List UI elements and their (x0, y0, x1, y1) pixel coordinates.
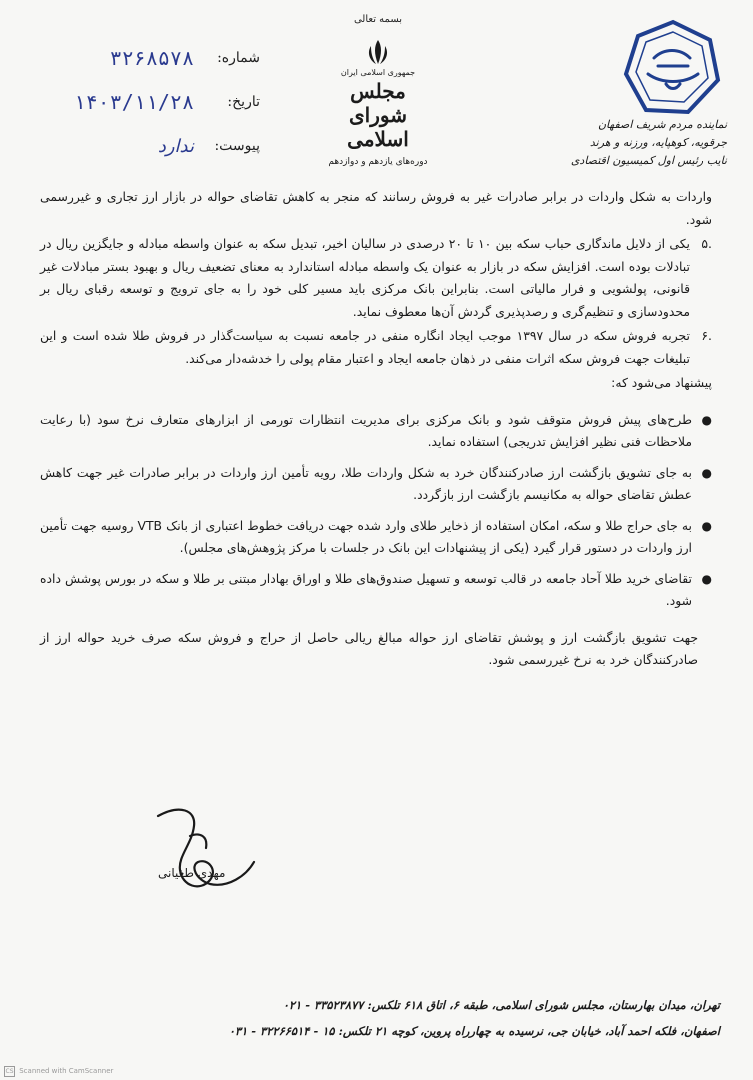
bullet-icon: ● (701, 571, 712, 586)
attachment-value: ندارد (157, 135, 194, 157)
list-item (40, 409, 712, 454)
list-item (40, 515, 712, 560)
rep-line: نایب رئیس اول کمیسیون اقتصادی (570, 154, 727, 167)
representative-info (547, 116, 727, 170)
term-label: دوره‌های یازدهم و دوازدهم (328, 157, 428, 167)
bismillah: بسمه تعالی (353, 14, 403, 25)
rep-line: نماینده مردم شریف اصفهان (597, 118, 727, 131)
closing-paragraph: جهت تشویق بازگشت ارز و پوشش تقاضای ارز حواله مبالغ ریالی حاصل از حراج و فروش سکه صرف خرید حواله ارز از صادرکنندگان خرد به نرخ غیررسمی شود. (40, 629, 698, 667)
iran-emblem-icon (365, 38, 391, 66)
scanner-watermark (4, 1066, 113, 1077)
numbered-item-5 (40, 233, 712, 323)
representative-seal-icon (618, 18, 728, 118)
camscanner-icon: CS (5, 1068, 14, 1075)
proposal-title: پیشنهاد می‌شود که: (611, 375, 712, 390)
footer-address-tehran: تهران، میدان بهارستان، مجلس شورای اسلامی، طبقه ۶، اتاق ۶۱۸ تلکس: ۳۳۵۲۳۸۷۷ - ۰۲۱ (282, 998, 720, 1012)
number-label: شماره: (217, 50, 260, 66)
bullet-icon: ● (701, 412, 712, 427)
signer-name: مهدی طغیانی (158, 866, 226, 880)
list-item-text: طرح‌های پیش فروش متوقف شود و بانک مرکزی برای مدیریت انتظارات تورمی از ابزارهای متعارف نرخ سود (با رعایت ملاحظات فنی نظیر افزایش تدریجی) استفاده نماید. (40, 411, 692, 449)
date-label: تاریخ: (227, 94, 260, 110)
list-item (40, 462, 712, 507)
majlis-title: مجلس شورای اسلامی (347, 79, 409, 151)
letter-meta (40, 36, 260, 168)
list-item (40, 568, 712, 613)
scanner-text: Scanned with CamScanner (19, 1067, 114, 1075)
attachment-row (40, 124, 260, 168)
item-text: تجربه فروش سکه در سال ۱۳۹۷ موجب ایجاد انگاره منفی در جامعه نسبت به سیاست‌گذار در فروش طلا شده است و این تبلیغات جهت فروش سکه اثرات منفی در ذهان جامعه ایجاد و اعتبار مقام پولی را خدشه‌دار می‌کند. (40, 328, 690, 366)
majlis-emblem-block (318, 14, 438, 167)
date-row (40, 80, 260, 124)
proposal-list (40, 409, 712, 613)
item-text: یکی از دلایل ماندگاری حباب سکه بین ۱۰ تا ۲۰ درصدی در سالیان اخیر، تبدیل سکه به عنوان واسطه مبادله و جایگزین ریال در تبادلات بوده است. افزایش سکه در بازار به عنوان یک واسطه مبادله استاندارد به معنای تضعیف ریال و بهبود بستر مبادلات غیر قانونی، پولشویی و فرار مالیاتی است. بنابراین بانک مرکزی باید مسیر کلی خود را به جای ترویج و توسعه رقبای ریال بر محدودسازی و تنظیم‌گری و رصدپذیری گردش آن‌ها معطوف نماید. (40, 236, 690, 319)
item-number: .۶ (701, 328, 712, 343)
item-number: .۵ (701, 236, 712, 251)
intro-paragraph: واردات به شکل واردات در برابر صادرات غیر به فروش رسانند که منجر به کاهش تقاضای حواله در بازار ارز تجاری و غیررسمی شود. (40, 189, 712, 227)
number-value: ۳۲۶۸۵۷۸ (109, 46, 194, 70)
list-item-text: به جای تشویق بازگشت ارز صادرکنندگان خرد به شکل واردات طلا، رویه تأمین ارز واردات در برابر صادرات غیر جهت کاهش عطش تقاضای حواله به مکانیسم بازگشت ارز بازگردد. (40, 464, 692, 502)
republic-label: جمهوری اسلامی ایران (340, 68, 416, 77)
number-row (40, 36, 260, 80)
letter-body (40, 186, 712, 672)
date-value: ۱۴۰۳/۱۱/۲۸ (73, 90, 194, 114)
footer-address-isfahan: اصفهان، فلکه احمد آباد، خیابان جی، نرسیده به چهارراه پروین، کوچه ۲۱ تلکس: ۱۵ - ۳۲۲۶۶۵۱۴ - ۰۳۱ (228, 1024, 720, 1038)
bullet-icon: ● (701, 518, 712, 533)
rep-line: جرقویه، کوهپایه، ورزنه و هرند (589, 136, 727, 149)
bullet-icon: ● (701, 465, 712, 480)
handwritten-signature (150, 796, 260, 906)
numbered-item-6 (40, 325, 712, 370)
letter-footer (140, 992, 720, 1044)
attachment-label: پیوست: (214, 138, 260, 154)
list-item-text: تقاضای خرید طلا آحاد جامعه در قالب توسعه و تسهیل صندوق‌های طلا و اوراق بهادار مبتنی بر طلا و سکه در بورس پوشش داده شود. (40, 570, 692, 608)
list-item-text: به جای حراج طلا و سکه، امکان استفاده از ذخایر طلای وارد شده جهت دریافت خطوط اعتباری از بانک VTB روسیه جهت تأمین ارز واردات در دستور قرار گیرد (یکی از پیشنهادات این بانک در جلسات با مرکز پژوهش‌های مجلس). (40, 517, 692, 555)
